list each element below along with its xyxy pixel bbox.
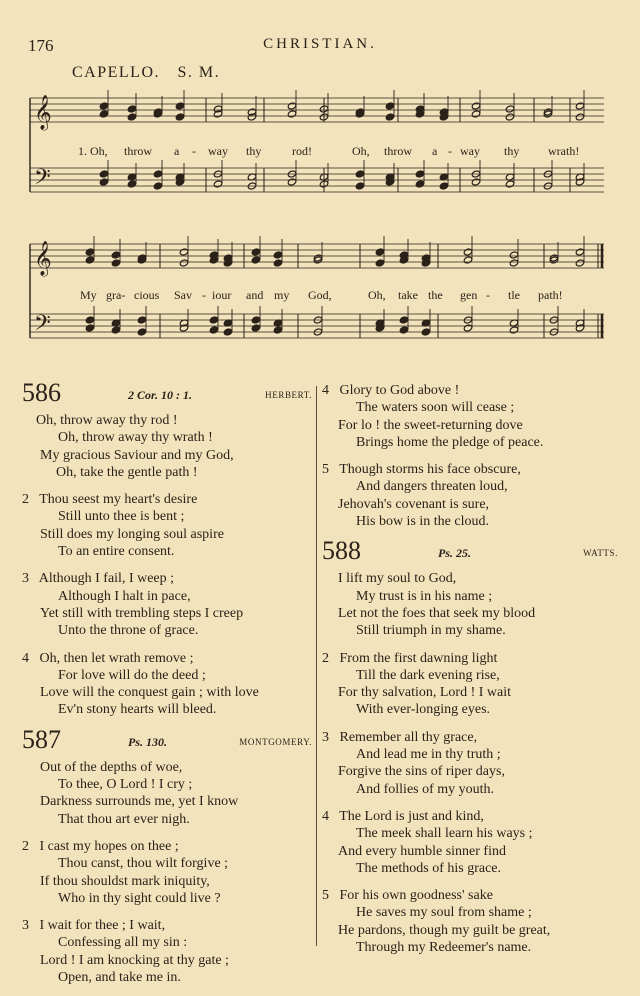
note-head: [127, 180, 136, 188]
stanza: [22, 917, 312, 986]
stanza-number: 4: [22, 650, 29, 666]
verse-text: Glory to God above !: [339, 383, 460, 398]
music-system-2: [24, 236, 608, 371]
note-head: [385, 102, 394, 110]
verse-line: And dangers threaten loud,: [356, 479, 508, 495]
lyric-syllable: a: [174, 144, 180, 158]
hymn-author: MONTGOMERY.: [239, 736, 312, 747]
verse-line: With ever-longing eyes.: [356, 702, 491, 718]
bass-clef: 𝄢: [34, 165, 51, 195]
verse-text: I cast my hopes on thee ;: [39, 838, 179, 854]
verse-line: Ev'n stony hearts will bleed.: [58, 702, 217, 718]
verse-line: [22, 650, 312, 667]
note-head: [175, 102, 184, 110]
lyric-syllable: thy: [246, 144, 262, 158]
note-head: [99, 110, 108, 118]
verse-line: Let not the foes that seek my blood: [338, 605, 536, 621]
note-head: [509, 326, 518, 334]
lyric-syllable: path!: [538, 288, 563, 302]
verse-line: Oh, take the gentle path !: [56, 464, 198, 480]
lyric-syllable: way: [460, 144, 480, 158]
note-head: [251, 324, 260, 332]
lyric-syllable: the: [428, 288, 443, 302]
note-head: [471, 110, 480, 118]
tune-meter: S. M.: [177, 64, 221, 81]
verse-line: The meek shall learn his ways ;: [356, 826, 533, 842]
note-head: [179, 259, 188, 267]
note-head: [127, 113, 136, 121]
note-head: [375, 248, 384, 256]
hymn-header: [22, 724, 312, 759]
verse-line: Still unto thee is bent ;: [58, 509, 185, 525]
stanza: [322, 808, 618, 877]
verse-line: Out of the depths of woe,: [40, 759, 183, 775]
lyric-syllable: a: [432, 144, 438, 158]
stanza-number: 4: [322, 383, 329, 398]
verse-line: Oh, throw away thy wrath !: [58, 430, 213, 446]
verse-line: Confessing all my sin :: [58, 935, 188, 951]
verse-line: The methods of his grace.: [356, 860, 502, 876]
verse-text: The Lord is just and kind,: [339, 808, 484, 824]
verse-line: Love will the conquest gain ; with love: [40, 685, 259, 701]
lyric-syllable: Oh,: [368, 288, 386, 302]
scripture-reference: Ps. 25.: [438, 546, 471, 561]
verse-line: [322, 461, 618, 478]
lyric-syllable: my: [274, 288, 290, 302]
stanza: [322, 382, 618, 451]
note-head: [399, 316, 408, 324]
note-head: [399, 326, 408, 334]
hymn-587: [22, 724, 312, 987]
note-head: [251, 248, 260, 256]
note-head: [355, 170, 364, 178]
note-head: [575, 102, 584, 110]
verse-line: My trust is in his name ;: [356, 588, 493, 604]
note-head: [505, 180, 514, 188]
verse-line: His bow is in the cloud.: [356, 514, 489, 530]
lyric-syllable: Oh,: [352, 144, 370, 158]
verse-line: Forgive the sins of riper days,: [338, 764, 505, 780]
note-head: [575, 259, 584, 267]
hymn-number: 587: [22, 724, 61, 754]
note-head: [385, 113, 394, 121]
verse-text: I wait for thee ; I wait,: [39, 918, 166, 934]
column-divider: [316, 386, 317, 946]
verse-text: Though storms his face obscure,: [339, 462, 521, 478]
lyric-syllable: Sav: [174, 288, 192, 302]
note-head: [223, 328, 232, 336]
lyric-syllable: cious: [134, 288, 160, 302]
verse-line: To an entire consent.: [58, 544, 175, 560]
verse-line: For thy salvation, Lord ! I wait: [338, 685, 512, 701]
lyric-syllable: rod!: [292, 144, 312, 158]
lyric-syllable: thy: [504, 144, 520, 158]
lyric-syllable: gen: [460, 288, 478, 302]
note-head: [471, 102, 480, 110]
note-head: [179, 248, 188, 256]
lyric-syllable: wrath!: [548, 144, 580, 158]
verse-line: [322, 650, 618, 667]
stanza-number: 3: [22, 918, 29, 934]
verse-line: [22, 570, 312, 587]
stanza: [322, 887, 618, 956]
verse-line: Thou canst, thou wilt forgive ;: [58, 856, 229, 872]
verse-line: [22, 491, 312, 508]
verse-text: Thou seest my heart's desire: [39, 492, 198, 508]
note-head: [153, 170, 162, 178]
verse-line: I lift my soul to God,: [338, 571, 457, 587]
verse-line: My gracious Saviour and my God,: [40, 447, 234, 463]
stanza-number: 2: [322, 650, 329, 666]
lyric-syllable: -: [192, 144, 196, 158]
note-head: [287, 110, 296, 118]
verse-line: He saves my soul from shame ;: [356, 905, 532, 921]
lyric-syllable: My: [80, 288, 97, 302]
verse-line: [22, 838, 312, 855]
verse-text: Remember all thy grace,: [339, 729, 478, 745]
verse-line: To thee, O Lord ! I cry ;: [58, 777, 193, 793]
stanza: [322, 729, 618, 798]
verse-line: Although I halt in pace,: [58, 588, 191, 604]
stanza-number: 5: [322, 462, 329, 478]
note-head: [505, 105, 514, 113]
note-head: [111, 326, 120, 334]
stanza: [322, 570, 618, 639]
bass-clef: 𝄢: [34, 311, 51, 341]
treble-clef: 𝄞: [34, 95, 52, 130]
hymn-number: 588: [322, 536, 361, 566]
verse-line: [22, 917, 312, 934]
note-head: [137, 316, 146, 324]
lyric-syllable: tle: [508, 288, 520, 302]
lyric-syllable: -: [486, 288, 490, 302]
stanza: [322, 650, 618, 719]
note-head: [209, 316, 218, 324]
verse-line: Open, and take me in.: [58, 970, 181, 986]
lyrics-line-1: [24, 144, 608, 162]
note-head: [99, 102, 108, 110]
hymn-author: WATTS.: [583, 548, 618, 559]
verse-line: Still does my longing soul aspire: [40, 526, 224, 542]
verse-line: Till the dark evening rise,: [356, 667, 500, 683]
verse-line: And lead me in thy truth ;: [356, 747, 501, 763]
lyric-syllable: -: [202, 288, 206, 302]
verse-line: [322, 382, 618, 399]
verse-text: From the first dawning light: [339, 650, 498, 666]
note-head: [287, 178, 296, 186]
verse-text: For his own goodness' sake: [339, 888, 493, 904]
note-head: [111, 251, 120, 259]
verse-text: Although I fail, I weep ;: [38, 571, 175, 587]
verse-line: Brings home the pledge of peace.: [356, 434, 544, 450]
lyric-syllable: gra-: [106, 288, 126, 302]
verse-line: Yet still with trembling steps I creep: [40, 605, 244, 621]
note-head: [213, 180, 222, 188]
verse-line: For lo ! the sweet-returning dove: [338, 417, 523, 433]
note-head: [505, 113, 514, 121]
verse-line: [322, 808, 618, 825]
hymn-header: [322, 536, 618, 570]
verse-line: That thou art ever nigh.: [58, 811, 190, 827]
stanza: [22, 759, 312, 828]
lyric-syllable: God,: [308, 288, 332, 302]
verse-line: [322, 729, 618, 746]
verse-line: The waters soon will cease ;: [356, 400, 515, 416]
note-head: [471, 178, 480, 186]
note-head: [273, 326, 282, 334]
note-head: [509, 259, 518, 267]
note-head: [111, 259, 120, 267]
lyrics-line-2: [24, 288, 608, 306]
verse-line: Jehovah's covenant is sure,: [338, 496, 490, 512]
note-head: [175, 113, 184, 121]
lyric-syllable: iour: [212, 288, 232, 302]
stanza-number: 4: [322, 808, 329, 824]
verse-line: Lord ! I am knocking at thy gate ;: [40, 952, 229, 968]
verse-line: He pardons, though my guilt be great,: [338, 922, 551, 938]
stanza: [322, 461, 618, 530]
note-head: [463, 256, 472, 264]
note-head: [251, 316, 260, 324]
stanza: [22, 650, 312, 719]
treble-clef: 𝄞: [34, 241, 52, 276]
note-head: [137, 328, 146, 336]
scripture-reference: Ps. 130.: [128, 734, 167, 749]
left-column: [22, 378, 312, 996]
stanza-number: 3: [22, 571, 29, 587]
stanza-number: 3: [322, 729, 329, 745]
hymn-number: 586: [22, 378, 61, 407]
note-head: [153, 182, 162, 190]
note-head: [85, 248, 94, 256]
right-column: [322, 382, 618, 966]
lyric-syllable: take: [398, 288, 418, 302]
note-head: [273, 259, 282, 267]
lyric-syllable: way: [208, 144, 228, 158]
page-number: 176: [28, 36, 54, 55]
lyric-syllable: throw: [384, 144, 412, 158]
tune-name: CAPELLO.: [72, 64, 160, 81]
verse-line: Through my Redeemer's name.: [356, 940, 532, 956]
verse-text: Oh, then let wrath remove ;: [39, 650, 194, 666]
verse-line: And every humble sinner find: [338, 843, 506, 859]
stanza-number: 5: [322, 888, 329, 904]
note-head: [287, 102, 296, 110]
verse-line: Oh, throw away thy rod !: [36, 413, 178, 428]
verse-line: Unto the throne of grace.: [58, 623, 199, 639]
verse-line: Still triumph in my shame.: [356, 623, 506, 639]
note-head: [463, 324, 472, 332]
note-head: [509, 251, 518, 259]
stanza: [22, 838, 312, 907]
note-head: [209, 326, 218, 334]
stanza-number: 2: [22, 492, 29, 508]
hymn-588: [322, 536, 618, 956]
scripture-reference: 2 Cor. 10 : 1.: [128, 388, 193, 402]
verse-line: Darkness surrounds me, yet I know: [40, 794, 239, 810]
note-head: [99, 178, 108, 186]
note-head: [127, 105, 136, 113]
stanza: [22, 412, 312, 481]
lyric-syllable: 1. Oh,: [78, 144, 108, 158]
verse-line: [322, 887, 618, 904]
note-head: [415, 170, 424, 178]
note-head: [99, 170, 108, 178]
music-system-1: [24, 90, 608, 225]
note-head: [85, 316, 94, 324]
note-head: [85, 256, 94, 264]
stanza: [22, 570, 312, 639]
hymn-586: [22, 378, 312, 719]
note-head: [421, 328, 430, 336]
tune-heading: [72, 64, 232, 82]
note-head: [439, 182, 448, 190]
lyric-syllable: and: [246, 288, 264, 302]
hymn-author: HERBERT.: [265, 390, 312, 400]
hymn-header: [22, 378, 312, 412]
verse-line: If thou shouldst mark iniquity,: [40, 873, 210, 889]
verse-line: For love will do the deed ;: [58, 667, 206, 683]
note-head: [415, 180, 424, 188]
lyric-syllable: throw: [124, 144, 152, 158]
note-head: [355, 182, 364, 190]
note-head: [273, 251, 282, 259]
note-head: [575, 248, 584, 256]
stanza: [22, 491, 312, 560]
verse-line: And follies of my youth.: [356, 781, 495, 797]
note-head: [375, 259, 384, 267]
note-head: [463, 248, 472, 256]
verse-line: Who in thy sight could live ?: [58, 890, 221, 906]
note-head: [85, 324, 94, 332]
stanza-number: 2: [22, 838, 29, 854]
note-head: [575, 113, 584, 121]
lyric-syllable: -: [448, 144, 452, 158]
note-head: [251, 256, 260, 264]
running-head: CHRISTIAN.: [263, 36, 377, 52]
